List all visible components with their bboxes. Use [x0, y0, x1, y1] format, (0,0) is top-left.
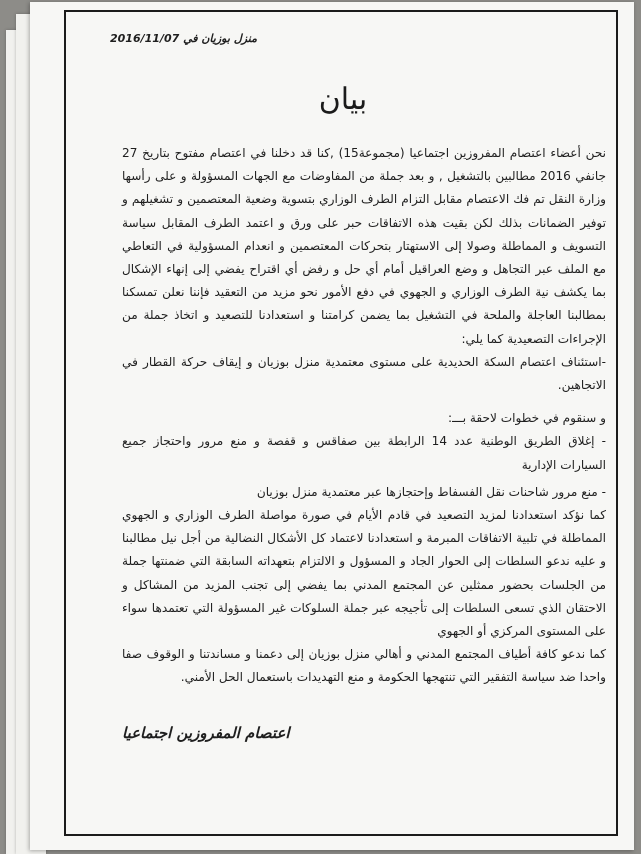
header-date: منزل بوزيان في 2016/11/07 — [110, 32, 258, 45]
paragraph-action-3: - منع مرور شاحنات نقل الفسفاط وإحتجازها عبر معتمدية منزل بوزيان — [256, 484, 606, 499]
document-page — [30, 2, 634, 850]
paragraph-call: كما ندعو كافة أطياف المجتمع المدني و أهالي منزل بوزيان إلى دعمنا و مساندتنا و الوقوف صفا واحدا ضد سياسة التفقير التي تنتهجها الحكومة و منع التهديدات باستعمال الحل الأمني. — [122, 647, 606, 685]
document-title: بيان — [318, 82, 368, 117]
signature: اعتصام المفروزين اجتماعيا — [122, 724, 290, 742]
paragraph-intro: نحن أعضاء اعتصام المفروزين اجتماعيا (مجموعة15) ,كنا قد دخلنا في اعتصام مفتوح بتاريخ 27 جانفي 2016 مطالبين بالتشغيل , و بعد جملة من المفاوضات مع الجهات المسؤولة و على رأسها وزارة النقل تم فك الاعتصام مقابل التزام الطرف الوزاري بتسوية وضعية المعتصمين و تشغيلهم و توفير الضمانات بذلك لكن بقيت هذه الاتفاقات حبر على ورق و اعتمد الطرف المقابل سياسة التسويف و المماطلة وصولا إلى الاستهتار بتحركات المعتصمين و انعدام المسؤولية في التعاطي مع الملف عبر التجاهل و وضع العراقيل أمام أي حل و رفض أي اقتراح يفضي إلى إنهاء الإشكال بما يكشف نية الطرف الوزاري و الجهوي في دفع الأمور نحو مزيد من التعقيد فإننا نعلن تمسكنا بمطالبنا العاجلة والملحة في التشغيل بما يضمن كرامتنا و استعدادنا للتصعيد و اتخاذ جملة من الإجراءات التصعيدية كما يلي: — [122, 146, 606, 346]
paragraph-next-steps: و سنقوم في خطوات لاحقة بـــ: — [448, 411, 606, 426]
paragraph-escalation: كما نؤكد استعدادنا لمزيد التصعيد في قادم الأيام في صورة مواصلة الطرف الوزاري و الجهوي المماطلة في تلبية الاتفاقات المبرمة و استعدادنا لاعتماد كل الأشكال النضالية من أجل نيل مطالبنا و عليه ندعو السلطات إلى الحوار الجاد و المسؤول و الالتزام بتعهداته السابقة التي ضمنتها جملة من الجلسات بحضور ممثلين عن المجتمع المدني بما يفضي إلى تجنب المزيد من المشاكل و الاحتقان الذي تسعى السلطات إلى تأجيجه عبر جملة السلوكات غير المسؤولة التي تعتمدها سواء على المستوى المركزي أو الجهوي — [122, 508, 606, 639]
statement-body — [122, 142, 606, 690]
paragraph-action-2: - إغلاق الطريق الوطنية عدد 14 الرابطة بين صفاقس و قفصة و منع مرور واحتجاز جميع السيارات الإدارية — [122, 434, 606, 472]
paragraph-action-1: -استئناف اعتصام السكة الحديدية على مستوى معتمدية منزل بوزيان و إيقاف حركة القطار في الاتجاهين. — [122, 354, 606, 393]
